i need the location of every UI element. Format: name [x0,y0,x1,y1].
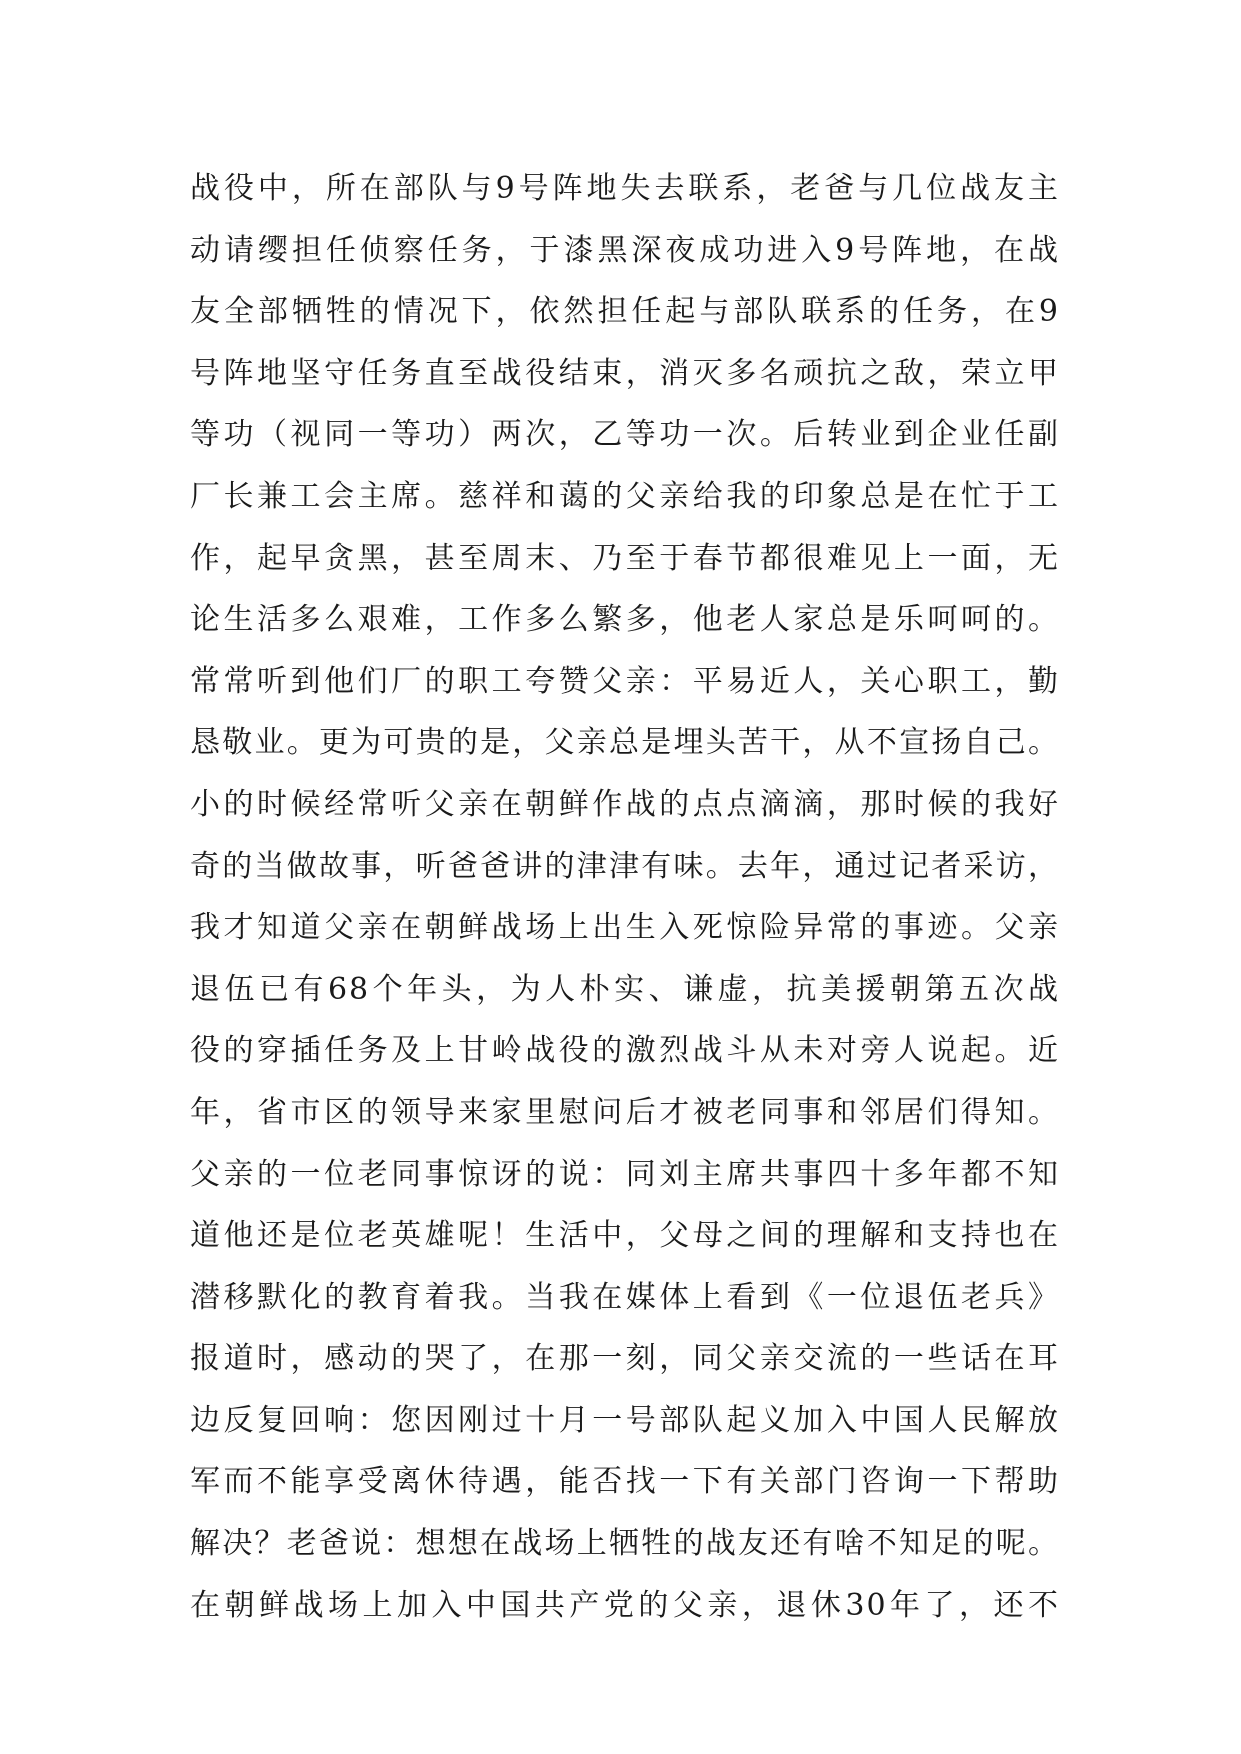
body-text [190,158,1060,1636]
text-line: 父亲的一位老同事惊讶的说：同刘主席共事四十多年都不知 [190,1156,1060,1192]
text-line: 小的时候经常听父亲在朝鲜作战的点点滴滴，那时候的我好 [190,786,1060,822]
text-line: 厂长兼工会主席。慈祥和蔼的父亲给我的印象总是在忙于工 [190,478,1060,514]
text-line: 等功（视同一等功）两次，乙等功一次。后转业到企业任副 [190,417,1060,453]
text-line: 论生活多么艰难，工作多么繁多，他老人家总是乐呵呵的。 [190,602,1060,638]
text-line: 战役中，所在部队与9号阵地失去联系，老爸与几位战友主 [190,171,1060,206]
text-line: 年，省市区的领导来家里慰问后才被老同事和邻居们得知。 [190,1094,1060,1130]
text-line: 作，起早贪黑，甚至周末、乃至于春节都很难见上一面，无 [190,540,1060,576]
text-line: 友全部牺牲的情况下，依然担任起与部队联系的任务，在9 [190,294,1060,330]
text-line: 动请缨担任侦察任务，于漆黑深夜成功进入9号阵地，在战 [190,232,1060,268]
text-line: 退伍已有68个年头，为人朴实、谦虚，抗美援朝第五次战 [190,971,1060,1007]
text-line: 我才知道父亲在朝鲜战场上出生入死惊险异常的事迹。父亲 [190,910,1060,946]
text-line: 号阵地坚守任务直至战役结束，消灭多名顽抗之敌，荣立甲 [190,355,1060,391]
text-line: 奇的当做故事，听爸爸讲的津津有味。去年，通过记者采访， [190,848,1060,884]
text-line: 边反复回响：您因刚过十月一号部队起义加入中国人民解放 [190,1402,1060,1438]
text-line: 报道时，感动的哭了，在那一刻，同父亲交流的一些话在耳 [190,1341,1060,1377]
text-line: 道他还是位老英雄呢！生活中，父母之间的理解和支持也在 [190,1218,1060,1254]
text-line: 常常听到他们厂的职工夸赞父亲：平易近人，关心职工，勤 [190,663,1060,699]
text-line: 军而不能享受离休待遇，能否找一下有关部门咨询一下帮助 [190,1464,1060,1500]
text-line: 役的穿插任务及上甘岭战役的激烈战斗从未对旁人说起。近 [190,1033,1060,1069]
text-line: 解决？老爸说：想想在战场上牺牲的战友还有啥不知足的呢。 [190,1526,1060,1562]
text-line: 在朝鲜战场上加入中国共产党的父亲，退休30年了，还不 [190,1587,1060,1623]
text-line: 恳敬业。更为可贵的是，父亲总是埋头苦干，从不宣扬自己。 [190,725,1060,761]
text-line: 潜移默化的教育着我。当我在媒体上看到《一位退伍老兵》 [190,1279,1060,1315]
